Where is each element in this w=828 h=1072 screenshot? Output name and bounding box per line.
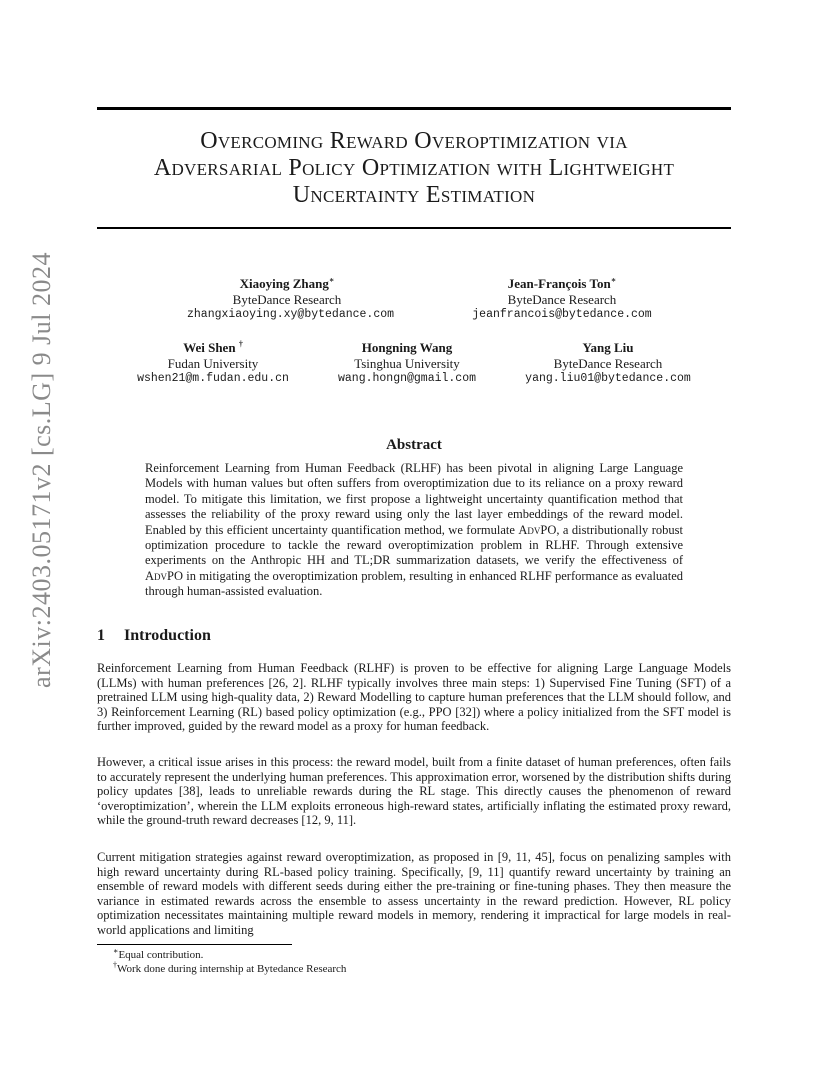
- section-title: Introduction: [124, 627, 211, 644]
- author-email: wshen21@m.fudan.edu.cn: [137, 372, 289, 385]
- author-block-4: [307, 340, 507, 387]
- author-name: Wei Shen †: [183, 339, 243, 355]
- author-affiliation: ByteDance Research: [553, 355, 663, 371]
- arxiv-side-identifier: arXiv:2403.05171v2 [cs.LG] 9 Jul 2024: [27, 252, 56, 688]
- footnote-rule: [97, 944, 292, 945]
- abstract-heading: Abstract: [386, 437, 442, 453]
- abstract-body: Reinforcement Learning from Human Feedback (RLHF) has been pivotal in aligning Large Language Models with human values but often suffers from overoptimization due to its reliance on a proxy reward model. To mitigate this limitation, we first propose a lightweight uncertainty quantification method that assesses the reliability of the proxy reward using only the last layer embeddings of the reward model. Enabled by this efficient uncertainty quantification method, we formulate AdvPO, a distributionally robust optimization procedure to tackle the reward overoptimization problem in RLHF. Through extensive experiments on the Anthropic HH and TL;DR summarization datasets, we verify the effectiveness of AdvPO in mitigating the overoptimization problem, resulting in enhanced RLHF performance as evaluated through human-assisted evaluation.: [145, 461, 683, 599]
- author-email: wang.hongn@gmail.com: [337, 372, 477, 385]
- author-name: Yang Liu: [582, 340, 634, 355]
- author-email: zhangxiaoying.xy@bytedance.com: [187, 308, 395, 321]
- author-email: jeanfrancois@bytedance.com: [472, 308, 652, 321]
- title-line-2: Adversarial Policy Optimization with Lightweight: [153, 155, 675, 181]
- author-block-5: [508, 340, 708, 387]
- author-name: Hongning Wang: [361, 340, 453, 355]
- method-name: AdvPO: [518, 522, 557, 537]
- title-top-rule: [97, 107, 731, 110]
- author-name: Xiaoying Zhang∗: [239, 275, 335, 291]
- method-name: AdvPO: [145, 568, 184, 583]
- author-affiliation: ByteDance Research: [232, 291, 342, 307]
- footnote-equal-contribution: ∗Equal contribution.: [113, 946, 204, 961]
- author-affiliation: Fudan University: [167, 355, 259, 371]
- author-affiliation: Tsinghua University: [354, 355, 460, 371]
- author-name: Jean-François Ton∗: [507, 275, 617, 291]
- intro-paragraph-1: Reinforcement Learning from Human Feedback (RLHF) is proven to be effective for aligning Large Language Models (LLMs) with human preferences [26, 2]. RLHF typically involves three main steps: 1) Supervised Fine Tuning (SFT) of a pretrained LLM using high-quality data, 2) Reward Modelling to capture human preferences that the LLM should follow, and 3) Reinforcement Learning (RL) based policy optimization (e.g., PPO [32]) where a policy initialized from the SFT model is further improved, guided by the reward model as a proxy for human feedback.: [97, 661, 731, 734]
- author-email: yang.liu01@bytedance.com: [525, 372, 691, 385]
- intro-paragraph-3: Current mitigation strategies against reward overoptimization, as proposed in [9, 11, 45], focus on penalizing samples with high reward uncertainty during RL-based policy training. Specifically, [9, 11] quantify reward uncertainty by training an ensemble of reward models with different seeds during either the pre-training or fine-tuning phases. They then measure the variance in estimated rewards across the ensemble to assess uncertainty in the reward prediction. However, RL policy optimization necessitates maintaining multiple reward models in memory, rendering it impractical for large models in real-world applications and limiting: [97, 850, 731, 937]
- author-block-2: [462, 276, 662, 323]
- author-block-3: [113, 340, 313, 387]
- section-number: 1: [97, 627, 105, 644]
- section-heading-introduction: [97, 627, 211, 645]
- title-line-3: Uncertainty Estimation: [292, 182, 536, 208]
- intro-paragraph-2: However, a critical issue arises in this process: the reward model, built from a finite dataset of human preferences, often fails to accurately represent the underlying human preferences. This approximation error, worsened by the distribution shifts during policy updates [38], leads to unreliable rewards during the RL stage. This directly causes the phenomenon of reward ‘overoptimization’, wherein the LLM exploits erroneous high-reward states, artificially inflating the estimated proxy reward, while the ground-truth reward decreases [12, 9, 11].: [97, 755, 731, 828]
- footnote-internship: †Work done during internship at Bytedance Research: [113, 960, 347, 975]
- title-bottom-rule: [97, 227, 731, 229]
- author-affiliation: ByteDance Research: [507, 291, 617, 307]
- author-block-1: [187, 275, 395, 323]
- paper-title: [97, 128, 731, 209]
- title-line-1: Overcoming Reward Overoptimization via: [200, 128, 628, 154]
